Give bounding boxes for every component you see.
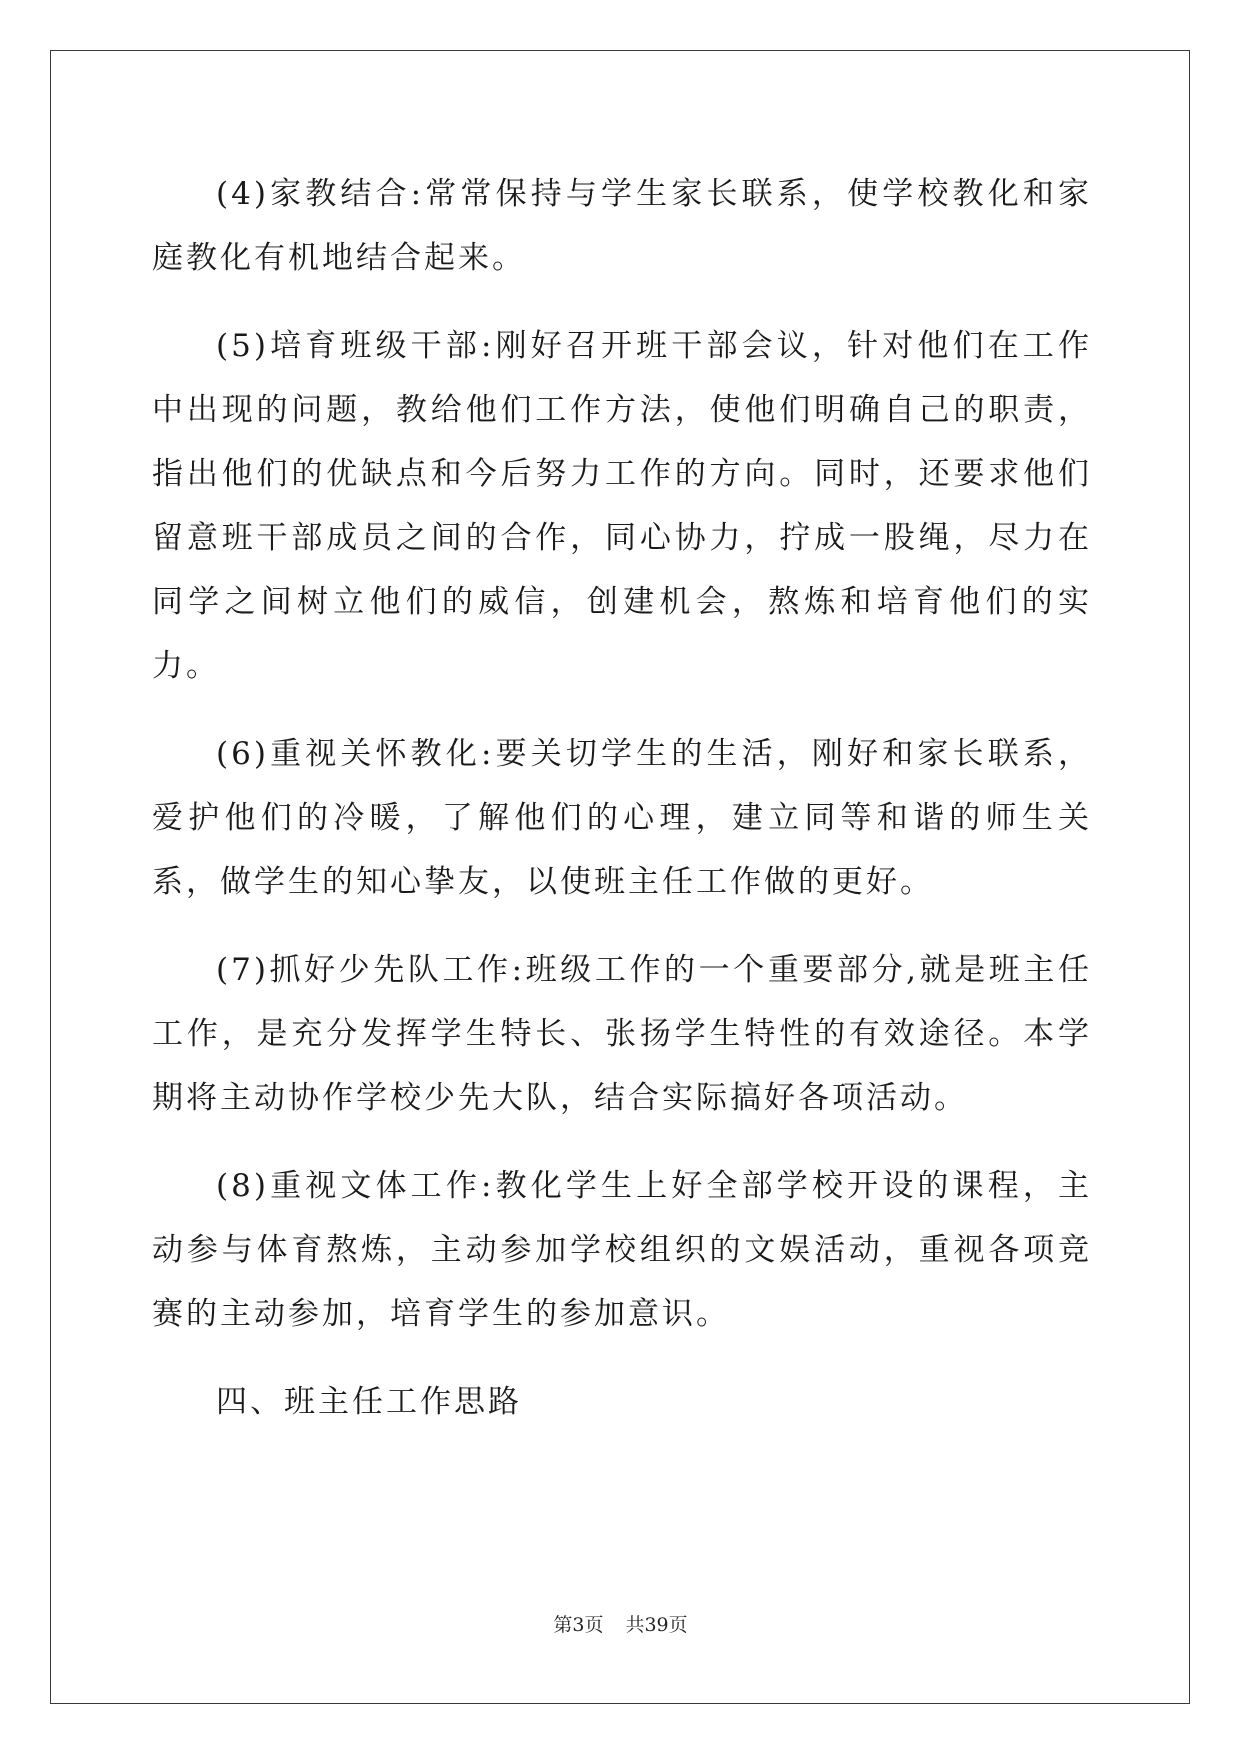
page-footer bbox=[0, 1610, 1241, 1637]
paragraph-care-education: (6)重视关怀教化:要关切学生的生活，刚好和家长联系，爱护他们的冷暖，了解他们的心理，建立同等和谐的师生关系，做学生的知心挚友，以使班主任工作做的更好。 bbox=[152, 736, 1092, 900]
paragraph-family-education: (4)家教结合:常常保持与学生家长联系，使学校教化和家庭教化有机地结合起来。 bbox=[152, 176, 1092, 276]
page-number-total: 共39页 bbox=[625, 1614, 688, 1636]
section-heading-work-ideas: 四、班主任工作思路 bbox=[216, 1384, 522, 1420]
document-body bbox=[152, 162, 1092, 1434]
paragraph-culture-sports: (8)重视文体工作:教化学生上好全部学校开设的课程，主动参与体育熬炼，主动参加学校组织的文娱活动，重视各项竞赛的主动参加，培育学生的参加意识。 bbox=[152, 1168, 1092, 1332]
page-number-current: 第3页 bbox=[553, 1614, 604, 1636]
paragraph-young-pioneers: (7)抓好少先队工作:班级工作的一个重要部分,就是班主任工作，是充分发挥学生特长、张扬学生特性的有效途径。本学期将主动协作学校少先大队，结合实际搞好各项活动。 bbox=[152, 952, 1092, 1116]
paragraph-class-cadres: (5)培育班级干部:刚好召开班干部会议，针对他们在工作中出现的问题，教给他们工作方法，使他们明确自己的职责，指出他们的优缺点和今后努力工作的方向。同时，还要求他们留意班干部成员之间的合作，同心协力，拧成一股绳，尽力在同学之间树立他们的威信，创建机会，熬炼和培育他们的实力。 bbox=[152, 328, 1092, 684]
